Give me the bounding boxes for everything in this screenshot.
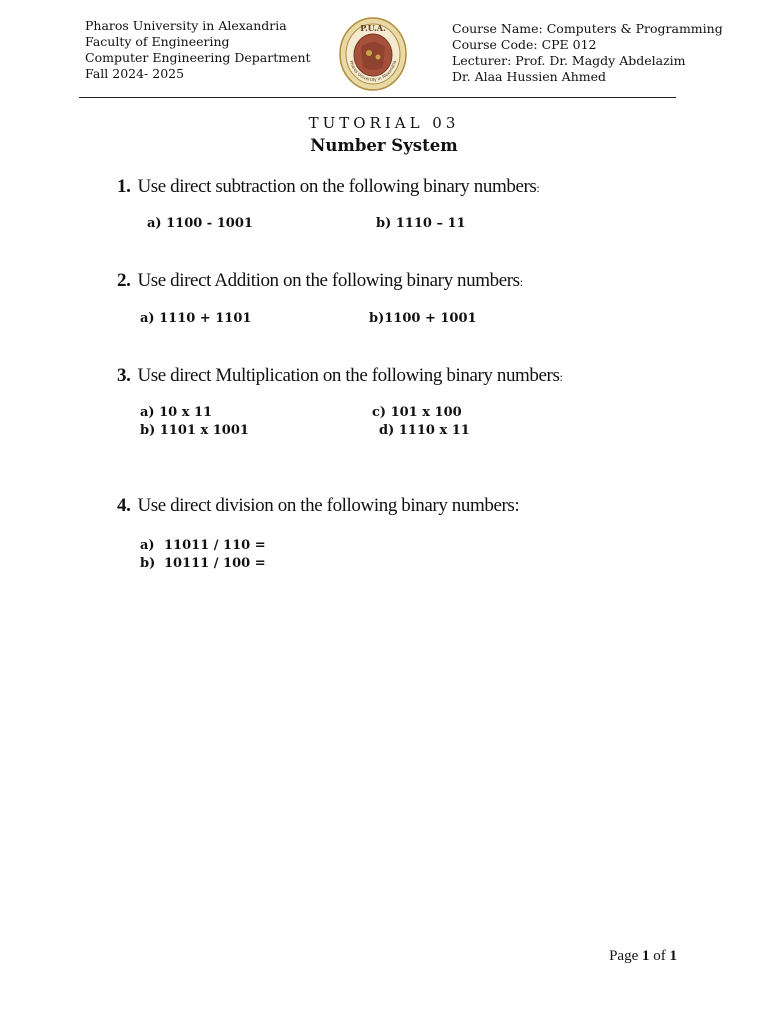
svg-text:Pharos University in Alexandri: Pharos University in Alexandria (348, 59, 398, 83)
q3-item-a: a) 10 x 11 (140, 405, 213, 420)
svg-text:P.U.A.: P.U.A. (360, 23, 386, 33)
q4-item-b-label: b) (140, 556, 156, 571)
page-current: 1 (642, 948, 650, 964)
course-name: Course Name: Computers & Programming (452, 21, 723, 36)
co-lecturer: Dr. Alaa Hussien Ahmed (452, 69, 607, 84)
question-3 (117, 365, 562, 387)
header-divider (79, 97, 676, 98)
q3-item-c: c) 101 x 100 (372, 405, 462, 420)
question-number: 4. (117, 495, 131, 516)
q4-item-a-label: a) (140, 538, 155, 553)
question-colon: : (559, 370, 563, 384)
question-4 (117, 495, 519, 517)
question-number: 2. (117, 270, 131, 291)
q1-item-b: b) 1110 – 11 (376, 216, 466, 231)
page-number (609, 948, 677, 965)
university-logo (339, 17, 407, 91)
question-number: 1. (117, 176, 131, 197)
page-word: Page (609, 948, 639, 964)
semester: Fall 2024- 2025 (85, 66, 185, 81)
question-text: Use direct subtraction on the following binary numbers (137, 176, 537, 197)
q1-item-a: a) 1100 - 1001 (147, 216, 253, 231)
of-word: of (653, 948, 666, 964)
tutorial-title: Number System (310, 136, 458, 155)
question-colon: : (536, 181, 540, 195)
q2-item-a: a) 1110 + 1101 (140, 311, 252, 326)
question-text: Use direct Addition on the following binary numbers (137, 270, 520, 291)
header-right (452, 21, 723, 85)
q4-item-b: 10111 / 100 = (164, 556, 266, 571)
department-name: Computer Engineering Department (85, 50, 311, 65)
question-1 (117, 176, 539, 198)
question-colon: : (519, 275, 523, 289)
course-code: Course Code: CPE 012 (452, 37, 597, 52)
question-text: Use direct Multiplication on the following binary numbers (137, 365, 560, 386)
tutorial-label: TUTORIAL 03 (308, 114, 460, 132)
lecturer: Lecturer: Prof. Dr. Magdy Abdelazim (452, 53, 686, 68)
q4-item-a: 11011 / 110 = (164, 538, 266, 553)
university-name: Pharos University in Alexandria (85, 18, 287, 33)
question-text: Use direct division on the following binary numbers: (137, 495, 520, 516)
header-left (85, 18, 311, 82)
faculty-name: Faculty of Engineering (85, 34, 230, 49)
q3-item-d: d) 1110 x 11 (379, 423, 470, 438)
q2-item-b: b)1100 + 1001 (369, 311, 477, 326)
q3-item-b: b) 1101 x 1001 (140, 423, 249, 438)
page-total: 1 (669, 948, 677, 964)
question-number: 3. (117, 365, 131, 386)
question-2 (117, 270, 523, 292)
